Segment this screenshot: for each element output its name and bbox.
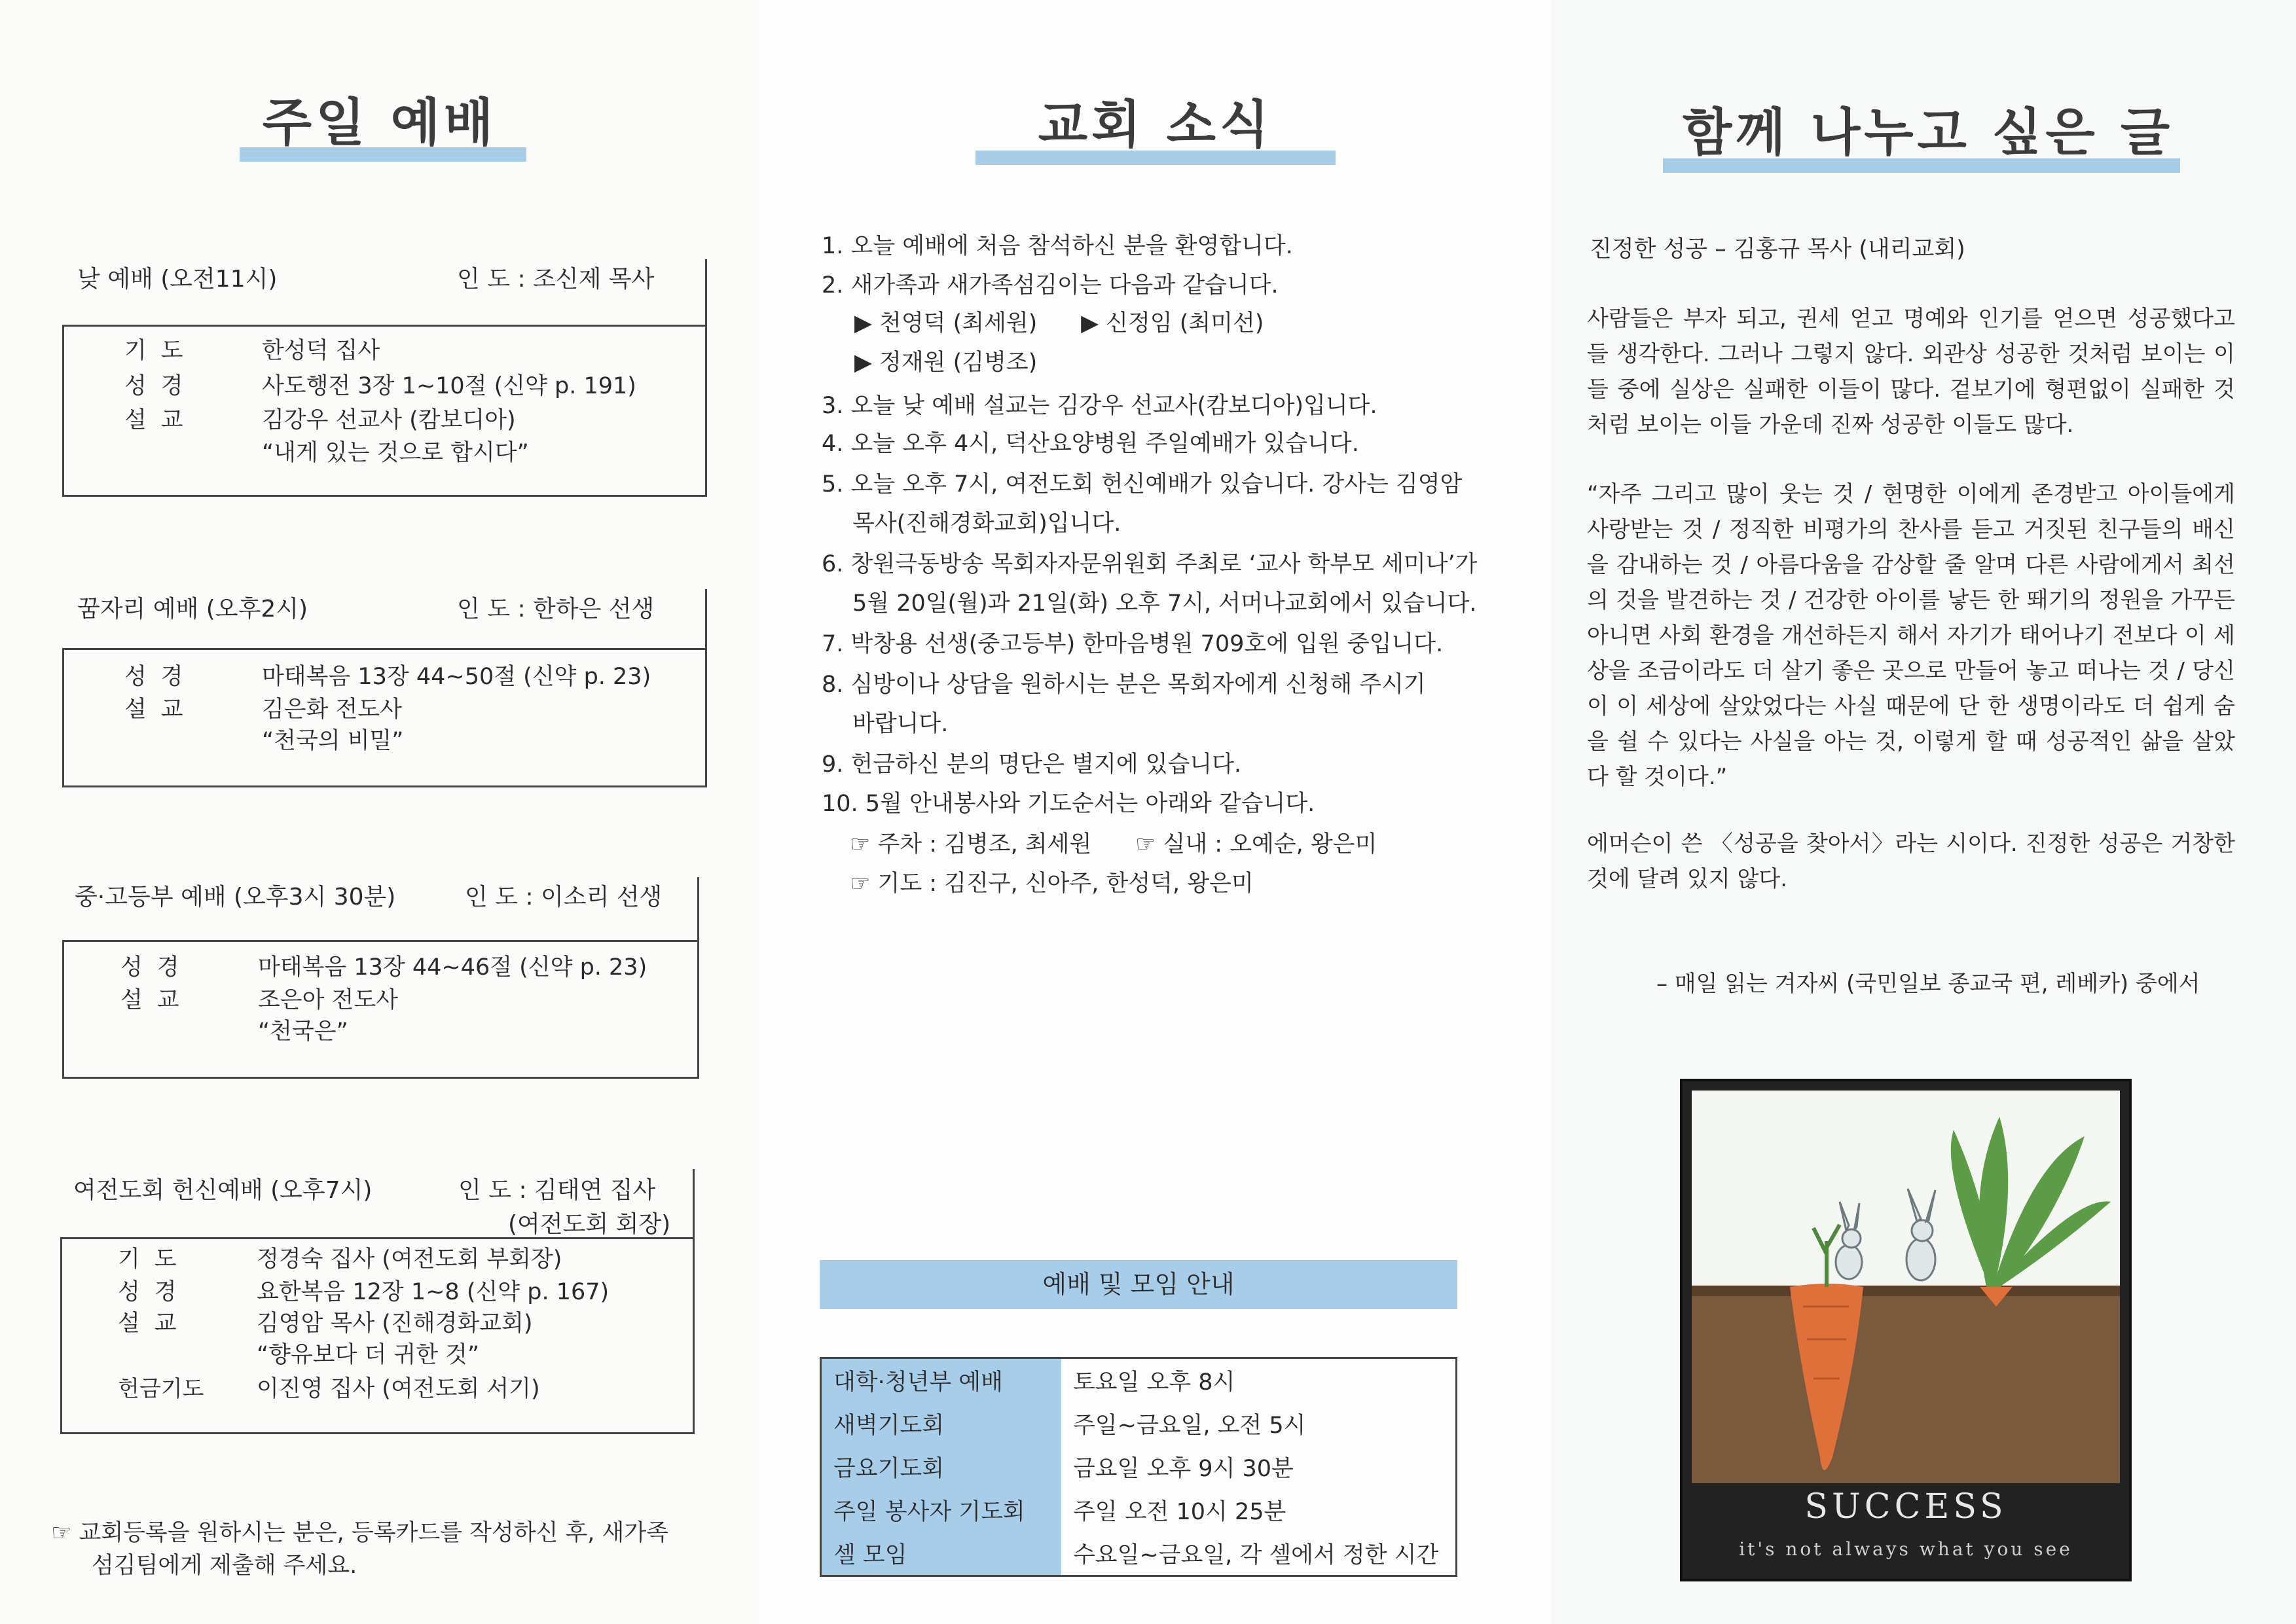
news-item: 8. 심방이나 상담을 원하시는 분은 목회자에게 신청해 주시기: [822, 672, 1426, 698]
table-row: [821, 1489, 1457, 1532]
worship-heading: [236, 82, 524, 155]
row-value: 김강우 선교사 (캄보디아): [262, 407, 516, 433]
service-title: 중·고등부 예배 (오후3시 30분): [75, 884, 396, 911]
row-value: 요한복음 12장 1~8 (신약 p. 167): [257, 1279, 610, 1305]
worship-heading-text: 주일 예배: [262, 94, 498, 153]
row-value: 정경숙 집사 (여전도회 부회장): [257, 1246, 562, 1272]
meeting-name: 주일 봉사자 기도회: [821, 1489, 1062, 1532]
essay-source: – 매일 읽는 겨자씨 (국민일보 종교국 편, 레베카) 중에서: [1656, 971, 2200, 997]
row-label: 헌금기도: [118, 1376, 204, 1402]
worship-column: [0, 0, 759, 1624]
meeting-name: 금요기도회: [821, 1445, 1062, 1489]
essay-poem: “자주 그리고 많이 웃는 것 / 현명한 이에게 존경받고 아이들에게 사랑받는 것 / 정직한 비평가의 찬사를 듣고 거짓된 친구들의 배신을 감내하는 것 / 아름다움을 감상할 줄 알며 다른 사람에게서 최선의 것을 발견하는 것 / 건강한 아이를 낳든 한 뙈기의 정원을 가꾸든 아니면 사회 환경을 개선하든지 해서 자기가 태어나기 전보다 이 세상을 조금이라도 더 살기 좋은 곳으로 만들어 놓고 떠나는 것 / 당신이 이 세상에 살았었다는 사실 때문에 단 한 생명이라도 더 쉽게 숨을 쉴 수 있다는 사실을 아는 것, 이렇게 할 때 성공적인 삶을 살았다 할 것이다.”: [1587, 481, 2235, 790]
service-leader: 인 도 : 한하은 선생: [457, 596, 655, 623]
row-value: 마태복음 13장 44~50절 (신약 p. 23): [262, 664, 651, 690]
meeting-name: 새벽기도회: [821, 1402, 1062, 1445]
row-label: 설교: [120, 987, 194, 1013]
news-item: 2. 새가족과 새가족섬김이는 다음과 같습니다.: [822, 272, 1279, 298]
news-item: 6. 창원극동방송 목회자자문위원회 주최로 ‘교사 학부모 세미나’가: [822, 551, 1478, 577]
success-poster: [1680, 1079, 2132, 1581]
essay-subtitle: 진정한 성공 – 김홍규 목사 (내리교회): [1590, 236, 1965, 262]
meeting-time: 토요일 오후 8시: [1073, 1369, 1235, 1396]
carrot-icon: [1692, 1091, 2120, 1483]
sharing-heading: [1683, 92, 2174, 165]
meeting-guide-table: [820, 1357, 1457, 1577]
sharing-heading-text: 함께 나누고 싶은 글: [1683, 103, 2174, 162]
news-item: 3. 오늘 낮 예배 설교는 김강우 선교사(캄보디아)입니다.: [822, 393, 1377, 419]
news-item-cont: 바랍니다.: [852, 711, 949, 737]
service-leader: 인 도 : 김태연 집사: [458, 1177, 656, 1204]
meeting-time: 수요일~금요일, 각 셀에서 정한 시간: [1073, 1542, 1439, 1568]
meeting-name: 대학·청년부 예배: [821, 1358, 1062, 1403]
news-item: 5. 오늘 오후 7시, 여전도회 헌신예배가 있습니다. 강사는 김영암: [822, 471, 1463, 497]
news-item: 1. 오늘 예배에 처음 참석하신 분을 환영합니다.: [822, 233, 1293, 259]
row-label: 성경: [118, 1279, 191, 1305]
registration-note: ☞ 교회등록을 원하시는 분은, 등록카드를 작성하신 후, 새가족: [51, 1520, 668, 1546]
row-label: 기도: [118, 1246, 191, 1272]
news-item: 4. 오늘 오후 4시, 덕산요양병원 주일예배가 있습니다.: [822, 431, 1359, 457]
meeting-name: 셀 모임: [821, 1532, 1062, 1576]
news-subitem: ☞ 기도 : 김진구, 신아주, 한성덕, 왕은미: [850, 871, 1254, 897]
row-value: 한성덕 집사: [262, 338, 380, 364]
row-value: 마태복음 13장 44~46절 (신약 p. 23): [258, 954, 647, 981]
meeting-time: 주일 오전 10시 25분: [1073, 1499, 1286, 1525]
row-value: 조은아 전도사: [258, 987, 398, 1013]
sermon-title: “천국의 비밀”: [262, 728, 404, 754]
table-row: [821, 1445, 1457, 1489]
news-item: 7. 박창용 선생(중고등부) 한마음병원 709호에 입원 중입니다.: [822, 631, 1444, 657]
registration-note: 섬김팀에게 제출해 주세요.: [92, 1553, 357, 1579]
service-title: 낮 예배 (오전11시): [77, 266, 278, 293]
sermon-title: “향유보다 더 귀한 것”: [257, 1342, 480, 1368]
news-item: 10. 5월 안내봉사와 기도순서는 아래와 같습니다.: [822, 791, 1315, 817]
essay-paragraph: 에머슨이 쓴 〈성공을 찾아서〉라는 시이다. 진정한 성공은 거창한 것에 달려 있지 않다.: [1587, 831, 2235, 892]
meeting-time: 금요일 오후 9시 30분: [1073, 1456, 1294, 1482]
service-leader: 인 도 : 조신제 목사: [457, 266, 655, 293]
news-item: 9. 헌금하신 분의 명단은 별지에 있습니다.: [822, 751, 1242, 778]
row-value: 김은화 전도사: [262, 696, 402, 723]
carrot-illustration: [1692, 1091, 2120, 1483]
sermon-title: “내게 있는 것으로 합시다”: [262, 440, 529, 466]
service-title: 여전도회 헌신예배 (오후7시): [73, 1177, 373, 1204]
meeting-time: 주일~금요일, 오전 5시: [1073, 1413, 1306, 1439]
row-label: 성경: [120, 954, 194, 981]
news-item-cont: 목사(진해경화교회)입니다.: [852, 511, 1121, 537]
row-label: 설교: [124, 407, 198, 433]
service-title: 꿈자리 예배 (오후2시): [77, 596, 308, 623]
news-subitem: ▶ 정재원 (김병조): [854, 350, 1038, 376]
service-leader: 인 도 : 이소리 선생: [465, 884, 663, 911]
sermon-title: “천국은”: [258, 1019, 348, 1045]
table-row: [821, 1358, 1457, 1403]
row-value: 사도행전 3장 1~10절 (신약 p. 191): [262, 373, 636, 399]
essay-paragraph: 사람들은 부자 되고, 권세 얻고 명예와 인기를 얻으면 성공했다고 들 생각한다. 그러나 그렇지 않다. 외관상 성공한 것처럼 보이는 이들 중에 실상은 실패한 이들이 많다. 겉보기에 형편없이 실패한 것처럼 보이는 이들 가운데 진짜 성공한 이들도 많다.: [1587, 306, 2235, 438]
news-heading: [1002, 84, 1309, 157]
row-label: 설교: [118, 1310, 191, 1337]
row-label: 성경: [124, 373, 198, 399]
row-label: 성경: [124, 664, 198, 690]
row-label: 설교: [124, 696, 198, 723]
poster-subtitle: it's not always what you see: [1739, 1538, 2073, 1560]
row-value: 김영암 목사 (진해경화교회): [257, 1310, 533, 1337]
news-subitem: ☞ 주차 : 김병조, 최세원 ☞ 실내 : 오예순, 왕은미: [850, 831, 1377, 857]
news-subitem: ▶ 천영덕 (최세원) ▶ 신정임 (최미선): [854, 310, 1264, 336]
service-leader-role: (여전도회 회장): [508, 1211, 671, 1238]
row-value: 이진영 집사 (여전도회 서기): [257, 1376, 540, 1402]
news-item-cont: 5월 20일(월)과 21일(화) 오후 7시, 서머나교회에서 있습니다.: [852, 590, 1477, 617]
guide-title: 예배 및 모임 안내: [820, 1260, 1457, 1309]
table-row: [821, 1532, 1457, 1576]
table-row: [821, 1402, 1457, 1445]
poster-title: SUCCESS: [1804, 1487, 2007, 1526]
news-heading-text: 교회 소식: [1038, 96, 1273, 154]
row-label: 기도: [124, 338, 198, 364]
